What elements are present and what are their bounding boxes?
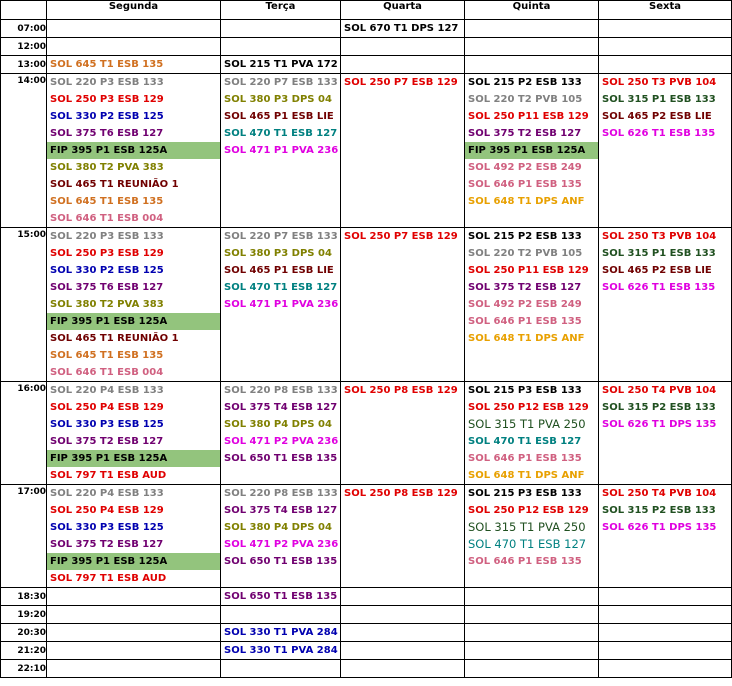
class-entry: SOL 645 T1 ESB 135 bbox=[50, 59, 164, 70]
slot-cell-sexta bbox=[599, 606, 732, 624]
time-label: 14:00 bbox=[1, 74, 47, 228]
class-entry: SOL 375 T2 ESB 127 bbox=[468, 128, 582, 139]
class-entry: SOL 646 P1 ESB 135 bbox=[468, 453, 582, 464]
slot-cell-segunda bbox=[47, 38, 221, 56]
time-row bbox=[1, 606, 732, 624]
slot-cell-segunda bbox=[47, 228, 221, 382]
time-label: 18:30 bbox=[1, 588, 47, 606]
slot-cell-quinta bbox=[465, 624, 599, 642]
slot-cell-segunda bbox=[47, 485, 221, 588]
class-entry: SOL 646 T1 ESB 004 bbox=[50, 367, 164, 378]
time-row bbox=[1, 38, 732, 56]
slot-cell-sexta bbox=[599, 660, 732, 678]
time-label: 19:20 bbox=[1, 606, 47, 624]
slot-cell-terca bbox=[221, 74, 341, 228]
time-label: 16:00 bbox=[1, 382, 47, 485]
class-entry: SOL 220 P7 ESB 133 bbox=[224, 231, 338, 242]
class-entry: SOL 220 T2 PVB 105 bbox=[468, 248, 583, 259]
slot-cell-quinta bbox=[465, 56, 599, 74]
class-entry: SOL 330 P2 ESB 125 bbox=[50, 111, 164, 122]
corner-cell bbox=[1, 1, 47, 20]
slot-cell-quinta bbox=[465, 660, 599, 678]
class-entry: SOL 220 P8 ESB 133 bbox=[224, 385, 338, 396]
class-entry: SOL 650 T1 ESB 135 bbox=[224, 556, 338, 567]
class-entry: SOL 626 T1 DPS 135 bbox=[602, 522, 717, 533]
class-entry: SOL 645 T1 ESB 135 bbox=[50, 196, 164, 207]
class-entry: SOL 250 P11 ESB 129 bbox=[468, 265, 589, 276]
class-entry: SOL 215 P2 ESB 133 bbox=[468, 77, 582, 88]
class-entry: SOL 646 P1 ESB 135 bbox=[468, 316, 582, 327]
slot-cell-terca bbox=[221, 56, 341, 74]
slot-cell-quinta bbox=[465, 20, 599, 38]
slot-cell-quarta bbox=[341, 642, 465, 660]
class-entry: FIP 395 P1 ESB 125A bbox=[47, 553, 220, 570]
class-entry: FIP 395 P1 ESB 125A bbox=[47, 450, 220, 467]
slot-cell-quarta bbox=[341, 38, 465, 56]
class-entry: SOL 250 P12 ESB 129 bbox=[468, 402, 589, 413]
class-entry: SOL 375 T2 ESB 127 bbox=[50, 436, 164, 447]
slot-cell-quarta bbox=[341, 74, 465, 228]
time-row bbox=[1, 228, 732, 382]
slot-cell-sexta bbox=[599, 485, 732, 588]
slot-cell-terca bbox=[221, 642, 341, 660]
slot-cell-quinta bbox=[465, 642, 599, 660]
slot-cell-sexta bbox=[599, 74, 732, 228]
class-entry: SOL 648 T1 DPS ANF bbox=[468, 470, 585, 481]
class-entry: SOL 471 P1 PVA 236 bbox=[224, 145, 339, 156]
slot-cell-sexta bbox=[599, 38, 732, 56]
slot-cell-quarta bbox=[341, 228, 465, 382]
time-row bbox=[1, 74, 732, 228]
class-entry: SOL 375 T6 ESB 127 bbox=[50, 282, 164, 293]
class-entry: SOL 465 P2 ESB LIE bbox=[602, 111, 712, 122]
class-entry: SOL 492 P2 ESB 249 bbox=[468, 299, 582, 310]
time-row bbox=[1, 642, 732, 660]
class-entry: SOL 380 P3 DPS 04 bbox=[224, 94, 332, 105]
class-entry: SOL 315 P2 ESB 133 bbox=[602, 505, 716, 516]
class-entry: SOL 797 T1 ESB AUD bbox=[50, 470, 167, 481]
time-row bbox=[1, 20, 732, 38]
class-entry: SOL 380 T2 PVA 383 bbox=[50, 299, 164, 310]
time-label: 22:10 bbox=[1, 660, 47, 678]
class-entry: SOL 250 T3 PVB 104 bbox=[602, 77, 717, 88]
slot-cell-segunda bbox=[47, 20, 221, 38]
class-entry: SOL 465 P1 ESB LIE bbox=[224, 111, 334, 122]
slot-cell-quinta bbox=[465, 485, 599, 588]
slot-cell-terca bbox=[221, 624, 341, 642]
class-entry: SOL 215 P2 ESB 133 bbox=[468, 231, 582, 242]
slot-cell-segunda bbox=[47, 382, 221, 485]
day-header-sexta: Sexta bbox=[599, 1, 732, 20]
class-entry: SOL 471 P2 PVA 236 bbox=[224, 436, 339, 447]
class-entry: SOL 648 T1 DPS ANF bbox=[468, 196, 585, 207]
schedule-body bbox=[1, 20, 732, 678]
slot-cell-sexta bbox=[599, 20, 732, 38]
class-entry: SOL 250 P8 ESB 129 bbox=[344, 488, 458, 499]
class-entry: SOL 250 T4 PVB 104 bbox=[602, 385, 717, 396]
class-entry: SOL 470 T1 ESB 127 bbox=[224, 128, 338, 139]
slot-cell-sexta bbox=[599, 382, 732, 485]
slot-cell-segunda bbox=[47, 624, 221, 642]
class-entry: SOL 471 P1 PVA 236 bbox=[224, 299, 339, 310]
class-entry: SOL 220 P8 ESB 133 bbox=[224, 488, 338, 499]
slot-cell-quinta bbox=[465, 228, 599, 382]
time-row bbox=[1, 485, 732, 588]
class-entry: SOL 220 P3 ESB 133 bbox=[50, 231, 164, 242]
slot-cell-sexta bbox=[599, 228, 732, 382]
class-entry: SOL 470 T1 ESB 127 bbox=[468, 537, 587, 551]
class-entry: SOL 465 P2 ESB LIE bbox=[602, 265, 712, 276]
class-entry: SOL 250 P12 ESB 129 bbox=[468, 505, 589, 516]
slot-cell-segunda bbox=[47, 588, 221, 606]
class-entry: SOL 250 T4 PVB 104 bbox=[602, 488, 717, 499]
class-entry: SOL 375 T4 ESB 127 bbox=[224, 505, 338, 516]
class-entry: SOL 380 P3 DPS 04 bbox=[224, 248, 332, 259]
class-entry: SOL 220 P3 ESB 133 bbox=[50, 77, 164, 88]
class-entry: SOL 646 T1 ESB 004 bbox=[50, 213, 164, 224]
class-entry: SOL 380 P4 DPS 04 bbox=[224, 419, 332, 430]
day-header-terca: Terça bbox=[221, 1, 341, 20]
class-entry: SOL 250 P4 ESB 129 bbox=[50, 402, 164, 413]
slot-cell-segunda bbox=[47, 642, 221, 660]
class-entry: FIP 395 P1 ESB 125A bbox=[47, 142, 220, 159]
time-row bbox=[1, 660, 732, 678]
time-label: 13:00 bbox=[1, 56, 47, 74]
slot-cell-sexta bbox=[599, 624, 732, 642]
time-row bbox=[1, 588, 732, 606]
class-entry: SOL 220 P4 ESB 133 bbox=[50, 385, 164, 396]
class-entry: SOL 315 T1 PVA 250 bbox=[468, 417, 586, 431]
class-entry: SOL 315 P1 ESB 133 bbox=[602, 248, 716, 259]
slot-cell-terca bbox=[221, 660, 341, 678]
class-entry: SOL 330 P3 ESB 125 bbox=[50, 419, 164, 430]
slot-cell-quarta bbox=[341, 624, 465, 642]
slot-cell-sexta bbox=[599, 642, 732, 660]
class-entry: SOL 465 T1 REUNIÃO 1 bbox=[50, 179, 179, 190]
class-entry: SOL 650 T1 ESB 135 bbox=[224, 591, 338, 602]
class-entry: SOL 648 T1 DPS ANF bbox=[468, 333, 585, 344]
class-entry: SOL 380 T2 PVA 383 bbox=[50, 162, 164, 173]
class-entry: SOL 330 T1 PVA 284 bbox=[224, 645, 338, 656]
slot-cell-segunda bbox=[47, 74, 221, 228]
time-row bbox=[1, 382, 732, 485]
class-entry: SOL 471 P2 PVA 236 bbox=[224, 539, 339, 550]
class-entry: SOL 465 T1 REUNIÃO 1 bbox=[50, 333, 179, 344]
class-entry: FIP 395 P1 ESB 125A bbox=[465, 142, 598, 159]
class-entry: SOL 646 P1 ESB 135 bbox=[468, 556, 582, 567]
slot-cell-quarta bbox=[341, 485, 465, 588]
time-label: 21:20 bbox=[1, 642, 47, 660]
class-entry: SOL 315 T1 PVA 250 bbox=[468, 520, 586, 534]
slot-cell-quinta bbox=[465, 382, 599, 485]
class-entry: FIP 395 P1 ESB 125A bbox=[47, 313, 220, 330]
class-entry: SOL 220 P7 ESB 133 bbox=[224, 77, 338, 88]
slot-cell-quinta bbox=[465, 74, 599, 228]
class-entry: SOL 220 P4 ESB 133 bbox=[50, 488, 164, 499]
slot-cell-quarta bbox=[341, 382, 465, 485]
class-entry: SOL 215 P3 ESB 133 bbox=[468, 385, 582, 396]
slot-cell-quinta bbox=[465, 588, 599, 606]
slot-cell-terca bbox=[221, 228, 341, 382]
class-entry: SOL 470 T1 ESB 127 bbox=[468, 436, 582, 447]
class-entry: SOL 646 P1 ESB 135 bbox=[468, 179, 582, 190]
class-entry: SOL 315 P1 ESB 133 bbox=[602, 94, 716, 105]
class-entry: SOL 250 P4 ESB 129 bbox=[50, 505, 164, 516]
slot-cell-terca bbox=[221, 485, 341, 588]
time-label: 07:00 bbox=[1, 20, 47, 38]
slot-cell-quinta bbox=[465, 606, 599, 624]
header-row bbox=[1, 1, 732, 20]
class-entry: SOL 375 T2 ESB 127 bbox=[50, 539, 164, 550]
day-header-segunda: Segunda bbox=[47, 1, 221, 20]
slot-cell-terca bbox=[221, 382, 341, 485]
slot-cell-terca bbox=[221, 20, 341, 38]
slot-cell-quarta bbox=[341, 660, 465, 678]
class-entry: SOL 626 T1 ESB 135 bbox=[602, 128, 716, 139]
class-entry: SOL 645 T1 ESB 135 bbox=[50, 350, 164, 361]
class-entry: SOL 492 P2 ESB 249 bbox=[468, 162, 582, 173]
time-row bbox=[1, 56, 732, 74]
slot-cell-quarta bbox=[341, 606, 465, 624]
slot-cell-terca bbox=[221, 606, 341, 624]
class-entry: SOL 215 P3 ESB 133 bbox=[468, 488, 582, 499]
slot-cell-quarta bbox=[341, 56, 465, 74]
class-entry: SOL 375 T4 ESB 127 bbox=[224, 402, 338, 413]
class-entry: SOL 626 T1 ESB 135 bbox=[602, 282, 716, 293]
slot-cell-segunda bbox=[47, 660, 221, 678]
time-label: 20:30 bbox=[1, 624, 47, 642]
time-label: 12:00 bbox=[1, 38, 47, 56]
day-header-quinta: Quinta bbox=[465, 1, 599, 20]
class-entry: SOL 330 T1 PVA 284 bbox=[224, 627, 338, 638]
time-label: 17:00 bbox=[1, 485, 47, 588]
class-entry: SOL 315 P2 ESB 133 bbox=[602, 402, 716, 413]
slot-cell-segunda bbox=[47, 606, 221, 624]
slot-cell-terca bbox=[221, 38, 341, 56]
slot-cell-terca bbox=[221, 588, 341, 606]
class-entry: SOL 250 T3 PVB 104 bbox=[602, 231, 717, 242]
class-entry: SOL 250 P7 ESB 129 bbox=[344, 231, 458, 242]
class-entry: SOL 375 T6 ESB 127 bbox=[50, 128, 164, 139]
time-row bbox=[1, 624, 732, 642]
day-header-quarta: Quarta bbox=[341, 1, 465, 20]
class-entry: SOL 215 T1 PVA 172 bbox=[224, 59, 338, 70]
class-entry: SOL 375 T2 ESB 127 bbox=[468, 282, 582, 293]
class-entry: SOL 797 T1 ESB AUD bbox=[50, 573, 167, 584]
slot-cell-quarta bbox=[341, 588, 465, 606]
slot-cell-segunda bbox=[47, 56, 221, 74]
class-entry: SOL 330 P2 ESB 125 bbox=[50, 265, 164, 276]
class-entry: SOL 220 T2 PVB 105 bbox=[468, 94, 583, 105]
slot-cell-sexta bbox=[599, 588, 732, 606]
class-entry: SOL 380 P4 DPS 04 bbox=[224, 522, 332, 533]
class-entry: SOL 465 P1 ESB LIE bbox=[224, 265, 334, 276]
class-entry: SOL 330 P3 ESB 125 bbox=[50, 522, 164, 533]
slot-cell-quarta bbox=[341, 20, 465, 38]
slot-cell-sexta bbox=[599, 56, 732, 74]
class-entry: SOL 650 T1 ESB 135 bbox=[224, 453, 338, 464]
class-entry: SOL 670 T1 DPS 127 bbox=[344, 23, 459, 34]
class-entry: SOL 470 T1 ESB 127 bbox=[224, 282, 338, 293]
class-entry: SOL 250 P3 ESB 129 bbox=[50, 248, 164, 259]
class-entry: SOL 250 P11 ESB 129 bbox=[468, 111, 589, 122]
class-entry: SOL 250 P3 ESB 129 bbox=[50, 94, 164, 105]
class-entry: SOL 250 P7 ESB 129 bbox=[344, 77, 458, 88]
class-entry: SOL 626 T1 DPS 135 bbox=[602, 419, 717, 430]
class-entry: SOL 250 P8 ESB 129 bbox=[344, 385, 458, 396]
time-label: 15:00 bbox=[1, 228, 47, 382]
slot-cell-quinta bbox=[465, 38, 599, 56]
